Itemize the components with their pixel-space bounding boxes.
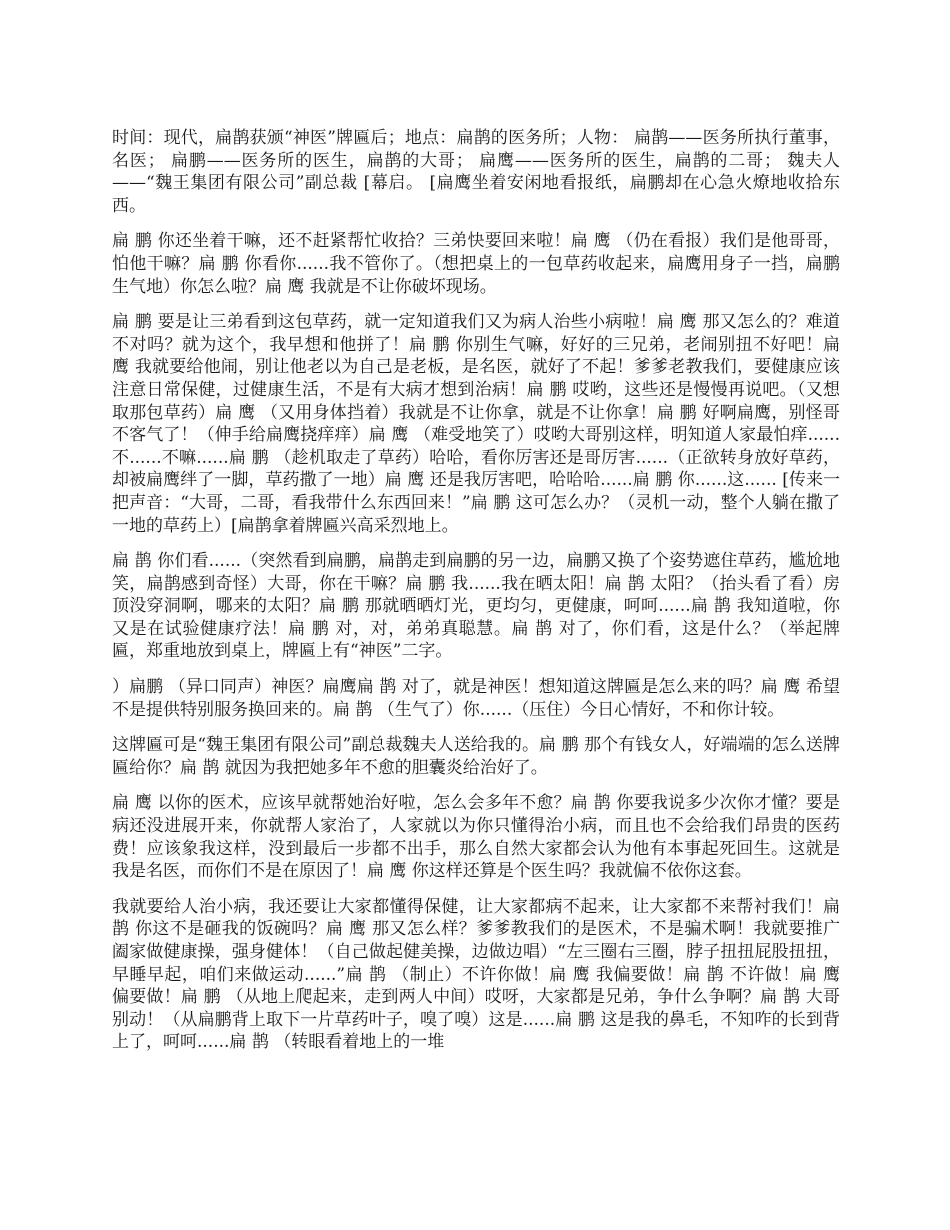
paragraph-dialogue: 扁 鹏 要是让三弟看到这包草药，就一定知道我们又为病人治些小病啦！扁 鹰 那又怎么的？难道不对吗？就为这个，我早想和他拼了！扁 鹏 你别生气嘛，好好的三兄弟，老闹别扭不好吧！扁 鹰 我就要给他闹，别让他老以为自己是老板，是名医，就好了不起！爹爹老教我们，要健康应该注意日常保健，过健康生活，不是有大病才想到治病！扁 鹏 哎哟，这些还是慢慢再说吧。（又想取那包草药）扁 鹰 （又用身体挡着）我就是不让你拿，就是不让你拿！扁 鹏 好啊扁鹰，别怪哥不客气了！（伸手给扁鹰挠痒痒）扁 鹰 （难受地笑了）哎哟大哥别这样，明知道人家最怕痒......不......不嘛......扁 鹏 （趁机取走了草药）哈哈，看你厉害还是哥厉害......（正欲转身放好草药，却被扁鹰绊了一脚，草药撒了一地）扁 鹰 还是我厉害吧，哈哈哈......扁 鹏 你......这...... [传来一把声音：“大哥，二哥，看我带什么东西回来！”扁 鹏 这可怎么办？（灵机一动，整个人躺在撒了一地的草药上）[扁鹊拿着牌匾兴高采烈地上。 [112,312,840,536]
paragraph-dialogue: ）扁鹏 （异口同声）神医？扁鹰扁 鹊 对了，就是神医！想知道这牌匾是怎么来的吗？扁 鹰 希望不是提供特别服务换回来的。扁 鹊 （生气了）你......（压住）今日心情好，不和你计较。 [112,677,840,720]
paragraph-dialogue: 这牌匾可是“魏王集团有限公司”副总裁魏夫人送给我的。扁 鹏 那个有钱女人，好端端的怎么送牌匾给你？扁 鹊 就因为我把她多年不愈的胆囊炎给治好了。 [112,735,840,778]
paragraph-dialogue: 扁 鹰 以你的医术，应该早就帮她治好啦，怎么会多年不愈？扁 鹊 你要我说多少次你才懂？要是病还没进展开来，你就帮人家治了，人家就以为你只懂得治小病，而且也不会给我们昂贵的医药费！应该象我这样，没到最后一步都不出手，那么自然大家都会认为他有本事起死回生。这就是我是名医，而你们不是在原因了！扁 鹰 你这样还算是个医生吗？我就偏不依你这套。 [112,793,840,882]
paragraph-dialogue: 我就要给人治小病，我还要让大家都懂得保健，让大家都病不起来，让大家都不来帮衬我们！扁 鹊 你这不是砸我的饭碗吗？扁 鹰 那又怎么样？爹爹教我们的是医术，不是骗术啊！我就要推广阖家做健康操，强身健体！（自己做起健美操，边做边唱）“左三圈右三圈，脖子扭扭屁股扭扭，早睡早起，咱们来做运动......”扁 鹊 （制止）不许你做！扁 鹰 我偏要做！扁 鹊 不许做！扁 鹰 偏要做！扁 鹏 （从地上爬起来，走到两人中间）哎呀，大家都是兄弟，争什么争啊？扁 鹊 大哥别动！（从扁鹏背上取下一片草药叶子，嗅了嗅）这是......扁 鹏 这是我的鼻毛，不知咋的长到背上了，呵呵......扁 鹊 （转眼看着地上的一堆 [112,896,840,1053]
paragraph-dialogue: 扁 鹊 你们看......（突然看到扁鹏，扁鹊走到扁鹏的另一边，扁鹏又换了个姿势遮住草药，尴尬地笑，扁鹊感到奇怪）大哥，你在干嘛？扁 鹏 我......我在晒太阳！扁 鹊 太阳？（抬头看了看）房顶没穿洞啊，哪来的太阳？扁 鹏 那就晒晒灯光，更均匀，更健康，呵呵......扁 鹊 我知道啦，你又是在试验健康疗法！扁 鹏 对，对，弟弟真聪慧。扁 鹊 对了，你们看，这是什么？（举起牌匾，郑重地放到桌上，牌匾上有“神医”二字。 [112,551,840,662]
paragraph-dialogue: 扁 鹏 你还坐着干嘛，还不赶紧帮忙收拾？三弟快要回来啦！扁 鹰 （仍在看报）我们是他哥哥，怕他干嘛？扁 鹏 你看你......我不管你了。（想把桌上的一包草药收起来，扁鹰用身子一挡，扁鹏生气地）你怎么啦？扁 鹰 我就是不让你破坏现场。 [112,231,840,297]
paragraph-scene-setting: 时间：现代，扁鹊获颁“神医”牌匾后；地点：扁鹊的医务所；人物： 扁鹊——医务所执行董事，名医； 扁鹏——医务所的医生，扁鹊的大哥； 扁鹰——医务所的医生，扁鹊的二哥； 魏夫人——“魏王集团有限公司”副总裁 [幕启。 [扁鹰坐着安闲地看报纸，扁鹏却在心急火燎地收拾东西。 [112,128,840,216]
document-body [112,127,840,1067]
